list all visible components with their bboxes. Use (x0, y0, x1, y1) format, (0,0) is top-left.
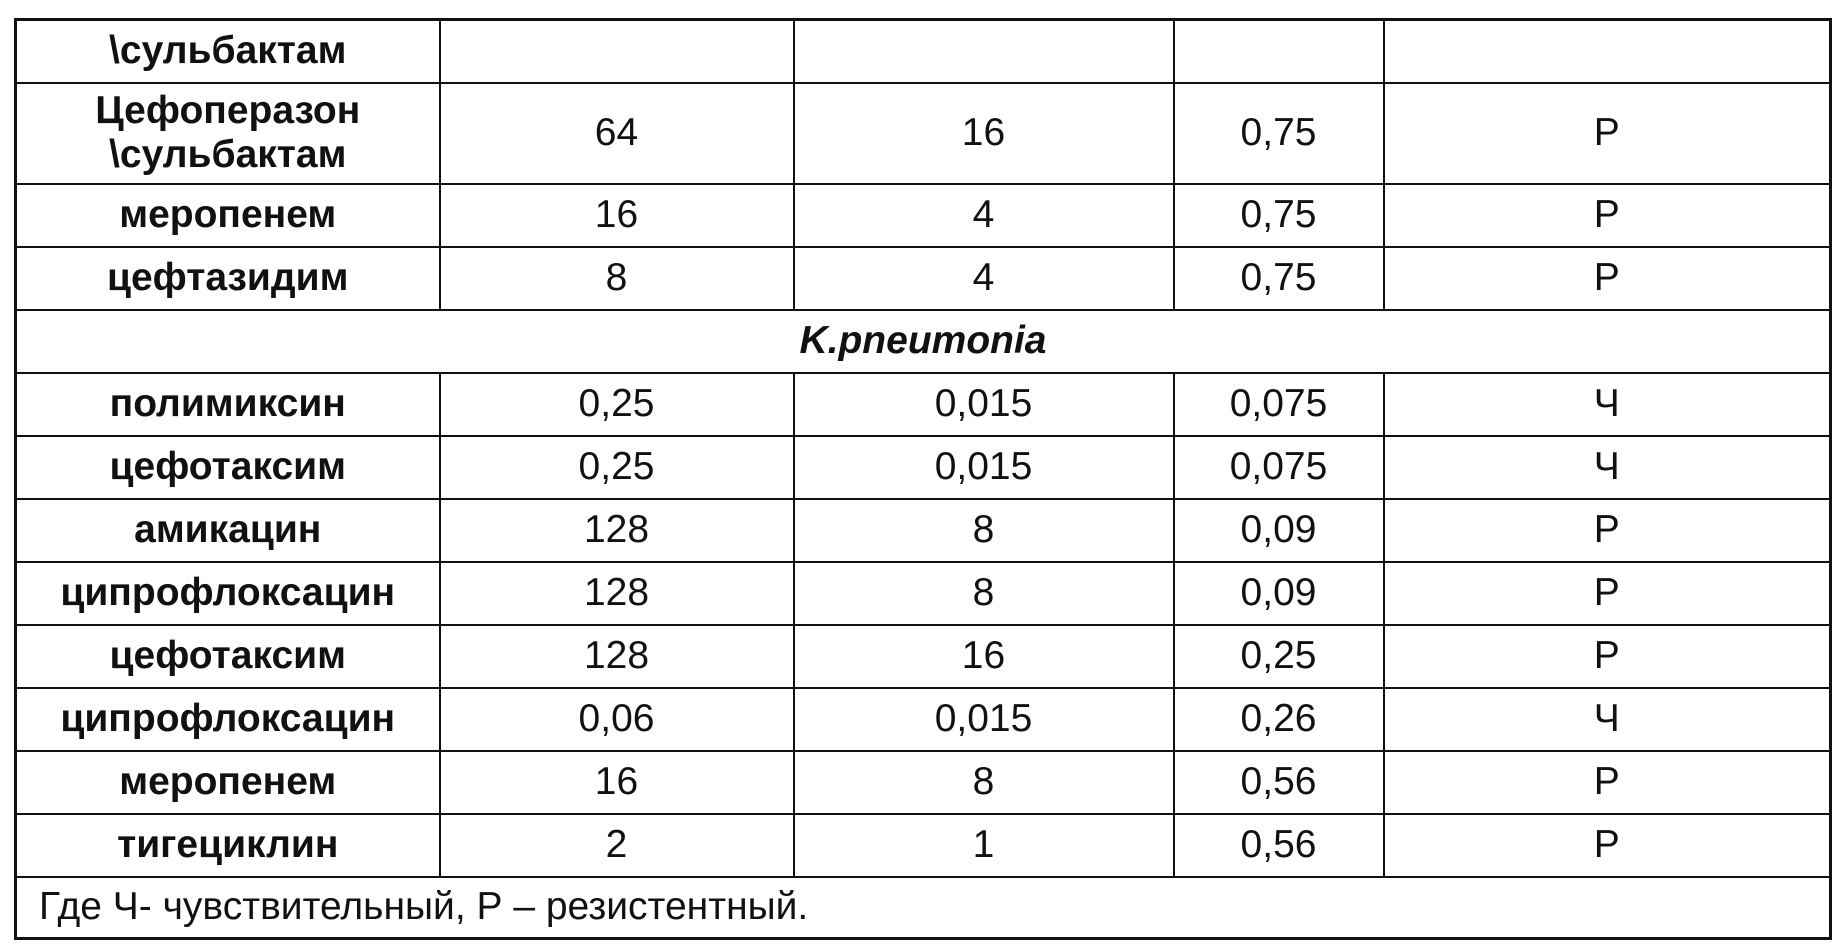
value-cell-col1: 128 (440, 625, 794, 688)
value-cell-col1 (440, 20, 794, 83)
value-cell-col2: 16 (794, 83, 1174, 184)
value-cell-col3: 0,75 (1174, 184, 1384, 247)
value-cell-col1: 0,06 (440, 688, 794, 751)
value-cell-col1: 2 (440, 814, 794, 877)
table-row (16, 373, 1831, 436)
drug-name-cell: тигециклин (16, 814, 440, 877)
drug-name-cell: цефотаксим (16, 436, 440, 499)
table-row (16, 83, 1831, 184)
value-cell-col2: 0,015 (794, 688, 1174, 751)
drug-name-cell: \сульбактам (16, 20, 440, 83)
result-cell (1384, 20, 1831, 83)
table-row (16, 499, 1831, 562)
drug-name-cell: полимиксин (16, 373, 440, 436)
result-cell: Р (1384, 751, 1831, 814)
value-cell-col2: 1 (794, 814, 1174, 877)
drug-name-cell: амикацин (16, 499, 440, 562)
value-cell-col1: 16 (440, 184, 794, 247)
result-cell: Р (1384, 83, 1831, 184)
value-cell-col1: 16 (440, 751, 794, 814)
table-row (16, 814, 1831, 877)
table-row (16, 436, 1831, 499)
table-row (16, 751, 1831, 814)
value-cell-col2: 8 (794, 751, 1174, 814)
section-header-row (16, 310, 1831, 373)
result-cell: Р (1384, 499, 1831, 562)
footnote-row (16, 877, 1831, 939)
value-cell-col1: 128 (440, 562, 794, 625)
table-row (16, 688, 1831, 751)
table-row (16, 247, 1831, 310)
drug-name-cell: цефтазидим (16, 247, 440, 310)
drug-name-cell: цефотаксим (16, 625, 440, 688)
value-cell-col2: 4 (794, 184, 1174, 247)
value-cell-col1: 0,25 (440, 436, 794, 499)
drug-name-cell: ципрофлоксацин (16, 688, 440, 751)
footnote-text: Где Ч- чувствительный, Р – резистентный. (16, 877, 1831, 939)
value-cell-col1: 64 (440, 83, 794, 184)
table-row (16, 184, 1831, 247)
value-cell-col3: 0,26 (1174, 688, 1384, 751)
drug-name-cell: меропенем (16, 751, 440, 814)
value-cell-col3: 0,75 (1174, 83, 1384, 184)
table-row (16, 625, 1831, 688)
value-cell-col1: 0,25 (440, 373, 794, 436)
drug-name-cell: ципрофлоксацин (16, 562, 440, 625)
result-cell: Ч (1384, 373, 1831, 436)
susceptibility-table (14, 18, 1832, 940)
result-cell: Р (1384, 814, 1831, 877)
drug-name-cell: меропенем (16, 184, 440, 247)
value-cell-col3: 0,075 (1174, 436, 1384, 499)
section-title: K.pneumonia (16, 310, 1831, 373)
value-cell-col2: 16 (794, 625, 1174, 688)
value-cell-col2 (794, 20, 1174, 83)
value-cell-col2: 0,015 (794, 436, 1174, 499)
value-cell-col3: 0,25 (1174, 625, 1384, 688)
value-cell-col1: 128 (440, 499, 794, 562)
value-cell-col3: 0,75 (1174, 247, 1384, 310)
value-cell-col3: 0,075 (1174, 373, 1384, 436)
table-row (16, 562, 1831, 625)
value-cell-col3: 0,09 (1174, 499, 1384, 562)
value-cell-col2: 8 (794, 562, 1174, 625)
result-cell: Р (1384, 184, 1831, 247)
value-cell-col3: 0,09 (1174, 562, 1384, 625)
drug-name-cell: Цефоперазон \сульбактам (16, 83, 440, 184)
value-cell-col2: 8 (794, 499, 1174, 562)
result-cell: Р (1384, 562, 1831, 625)
result-cell: Р (1384, 625, 1831, 688)
value-cell-col3: 0,56 (1174, 814, 1384, 877)
result-cell: Ч (1384, 436, 1831, 499)
result-cell: Ч (1384, 688, 1831, 751)
table-row (16, 20, 1831, 83)
value-cell-col2: 4 (794, 247, 1174, 310)
value-cell-col2: 0,015 (794, 373, 1174, 436)
value-cell-col3 (1174, 20, 1384, 83)
value-cell-col3: 0,56 (1174, 751, 1384, 814)
value-cell-col1: 8 (440, 247, 794, 310)
result-cell: Р (1384, 247, 1831, 310)
